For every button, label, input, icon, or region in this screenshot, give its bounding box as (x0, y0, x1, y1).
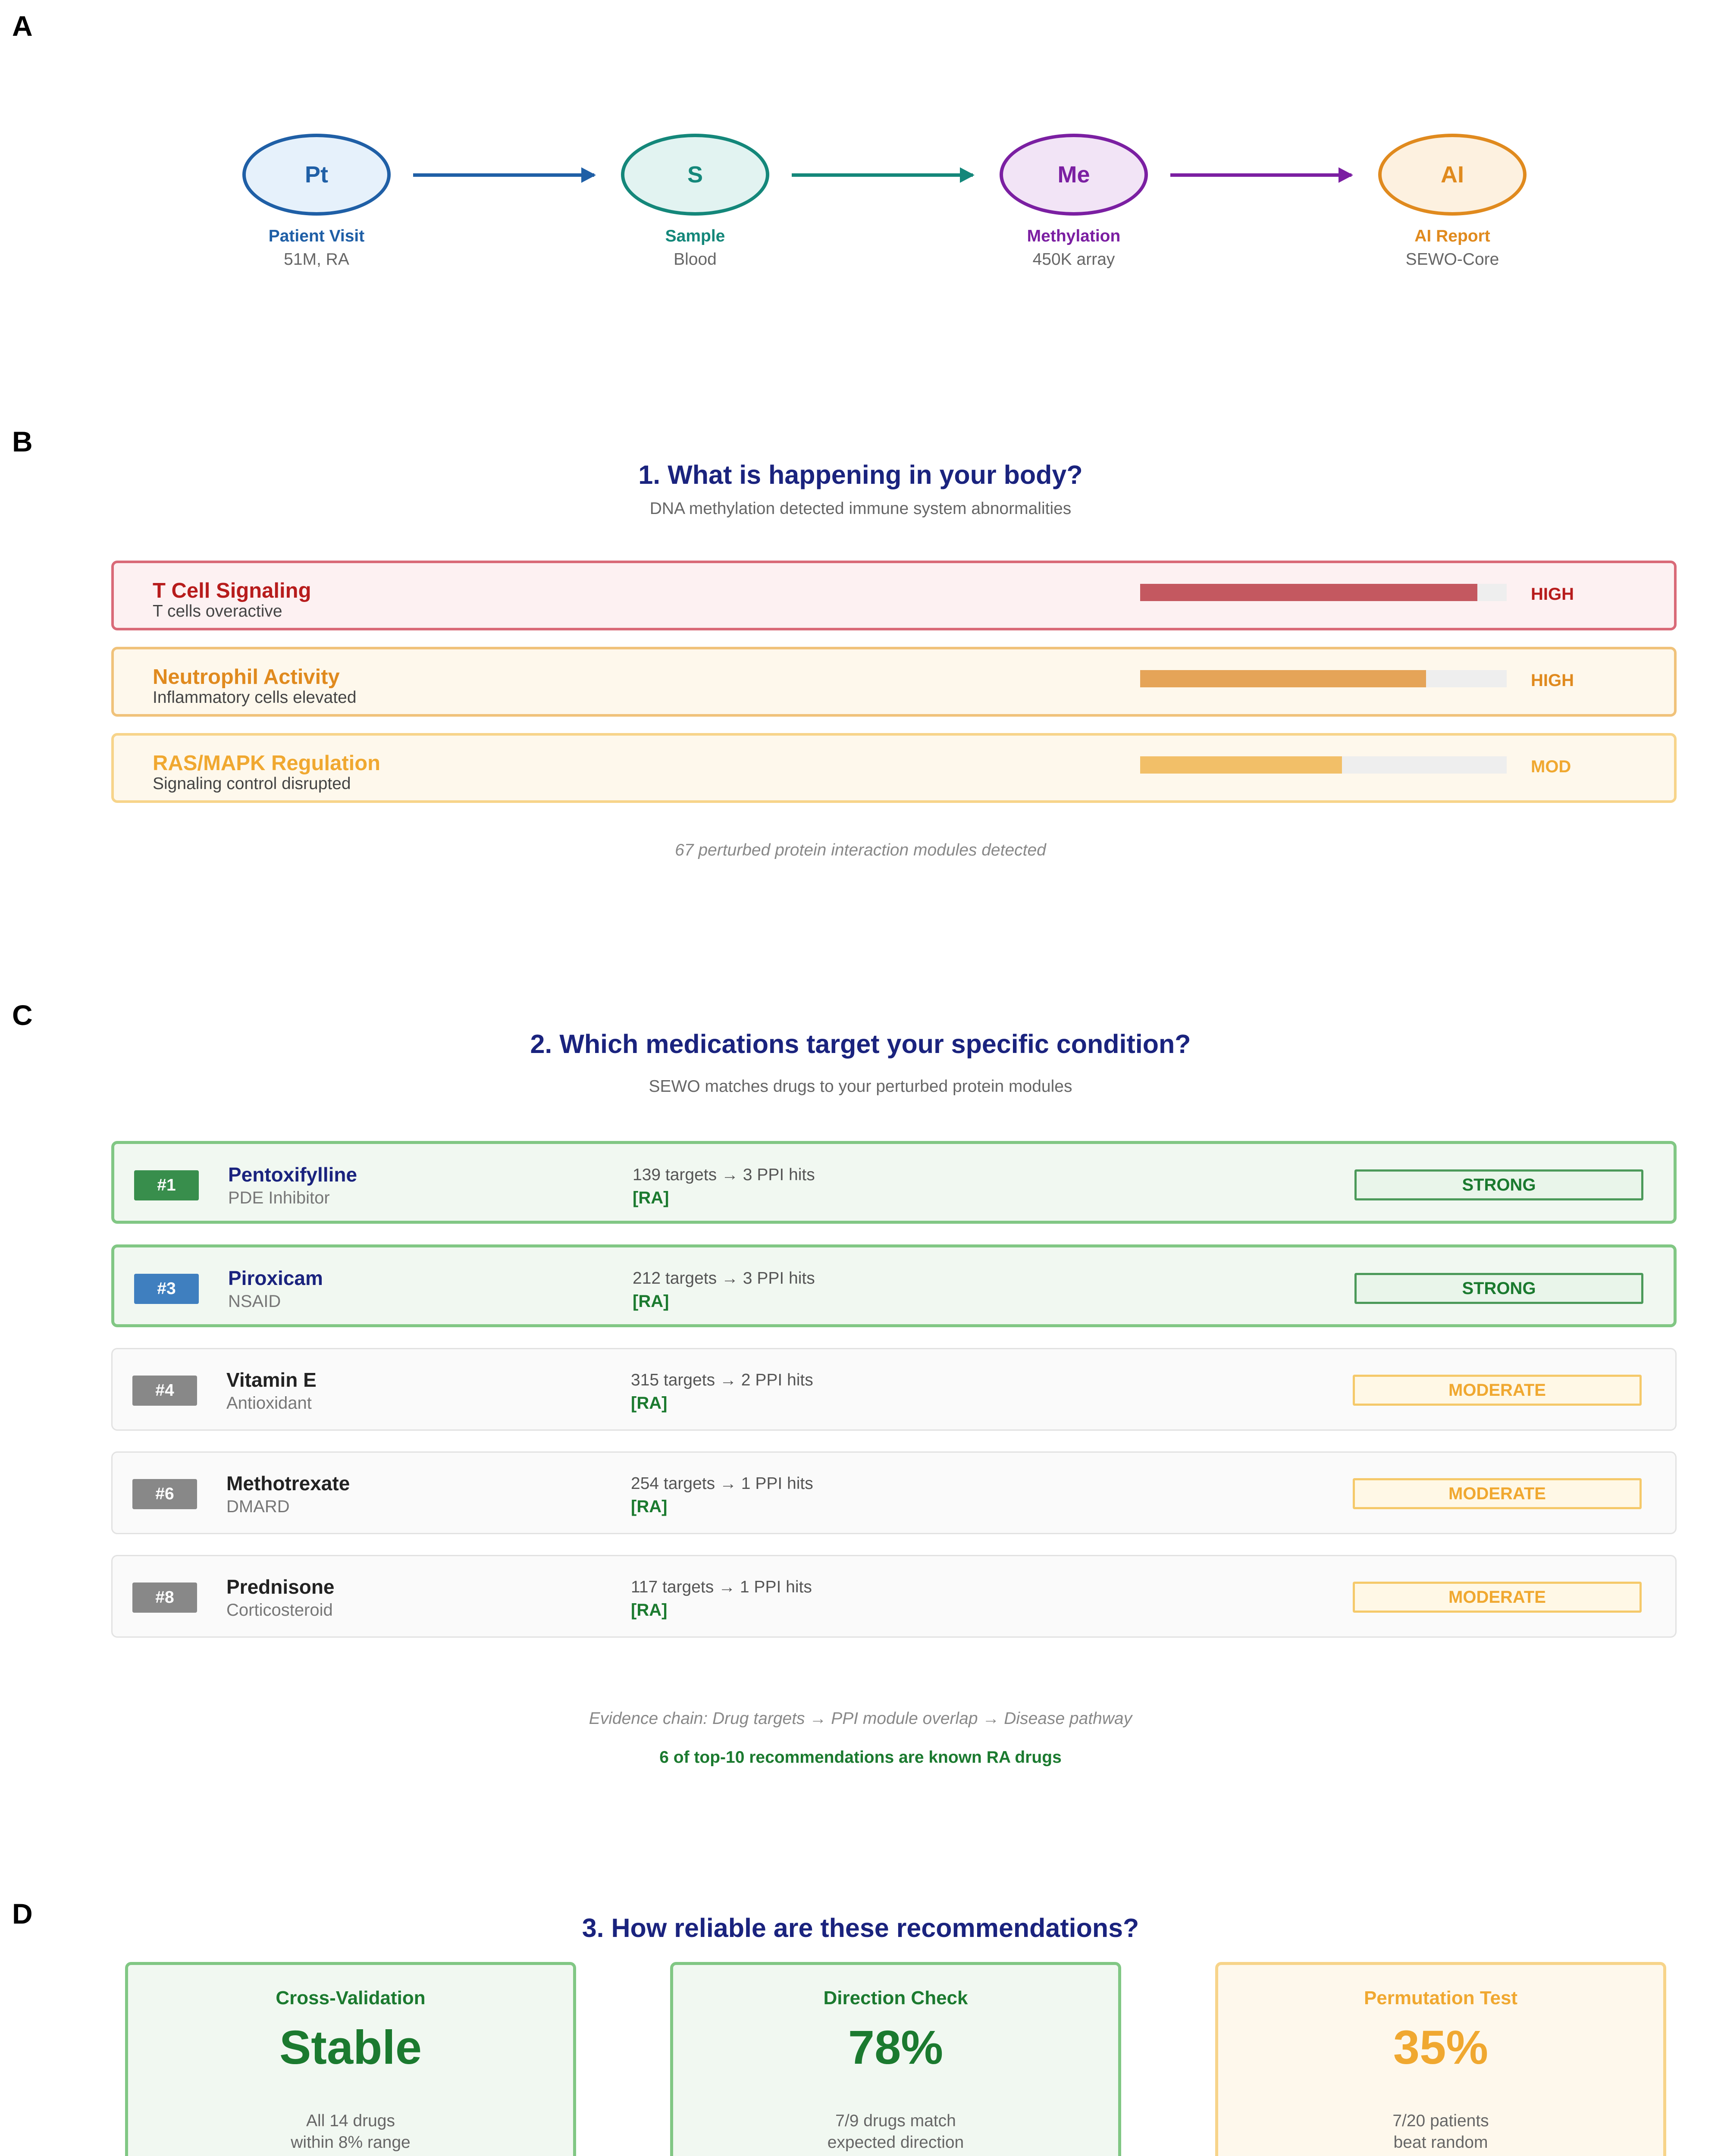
pathway-name: RAS/MAPK Regulation (153, 752, 381, 775)
sample-title: Sample (665, 227, 725, 245)
drug-rank-badge: #8 (132, 1583, 197, 1613)
metric-card-direction-check (670, 1962, 1121, 2156)
section-d-title: 3. How reliable are these recommendations? (582, 1913, 1139, 1943)
patient-visit-sub: 51M, RA (284, 250, 349, 269)
drug-ra-tag: [RA] (633, 1188, 669, 1207)
section-c-title: 2. Which medications target your specific condition? (530, 1029, 1191, 1059)
modules-note: 67 perturbed protein interaction modules detected (675, 841, 1046, 859)
drug-name: Pentoxifylline (228, 1163, 357, 1186)
metric-title: Permutation Test (1364, 1987, 1518, 2009)
drug-class: Antioxidant (226, 1394, 312, 1413)
drug-strength-badge: MODERATE (1353, 1478, 1642, 1509)
drug-rank-badge: #1 (134, 1170, 199, 1200)
pathway-level-bar (1140, 756, 1507, 774)
patient-visit-node: Pt (242, 134, 391, 216)
drug-class: DMARD (226, 1497, 290, 1516)
drug-ra-tag: [RA] (631, 1497, 668, 1516)
drug-strength-badge: MODERATE (1353, 1375, 1642, 1406)
drug-name: Prednisone (226, 1576, 335, 1598)
drug-card-methotrexate[interactable] (111, 1451, 1677, 1534)
ai-report-node: AI (1378, 134, 1527, 216)
methylation-title: Methylation (1027, 227, 1121, 245)
drug-rank-badge: #6 (132, 1479, 197, 1509)
methylation-node: Me (1000, 134, 1148, 216)
metric-note-line2: within 8% range (291, 2133, 411, 2152)
sample-node: S (621, 134, 769, 216)
flow-arrow-3 (1170, 173, 1351, 177)
metric-title: Direction Check (823, 1987, 968, 2009)
sample-sub: Blood (674, 250, 717, 269)
drug-targets: 315 targets → 2 PPI hits (631, 1371, 813, 1389)
panel-label-b: B (12, 426, 33, 458)
pathway-level-fill (1140, 756, 1342, 774)
pathway-level-label: HIGH (1531, 671, 1574, 690)
pathway-card-t-cell (111, 561, 1677, 630)
metric-note-line2: expected direction (827, 2133, 964, 2152)
drug-ra-tag: [RA] (631, 1601, 668, 1620)
patient-visit-title: Patient Visit (268, 227, 365, 245)
drug-strength-badge: STRONG (1354, 1273, 1643, 1304)
metric-card-cross-validation (125, 1962, 576, 2156)
drug-class: NSAID (228, 1292, 281, 1311)
drug-card-vitamin-e[interactable] (111, 1348, 1677, 1431)
section-c-subtitle: SEWO matches drugs to your perturbed protein modules (649, 1077, 1072, 1096)
pathway-name: T Cell Signaling (153, 579, 311, 602)
section-b-subtitle: DNA methylation detected immune system abnormalities (649, 499, 1072, 518)
drug-class: PDE Inhibitor (228, 1188, 330, 1207)
methylation-sub: 450K array (1032, 250, 1115, 269)
pathway-description: T cells overactive (153, 602, 282, 620)
drug-strength-badge: MODERATE (1353, 1582, 1642, 1613)
drug-rank-badge: #3 (134, 1274, 199, 1304)
drug-targets: 139 targets → 3 PPI hits (633, 1166, 815, 1184)
panel-label-c: C (12, 999, 33, 1031)
flow-arrow-1 (413, 173, 594, 177)
pathway-level-label: MOD (1531, 757, 1571, 776)
metric-note-line1: 7/20 patients (1392, 2112, 1489, 2130)
pathway-description: Signaling control disrupted (153, 774, 351, 793)
pathway-level-bar (1140, 670, 1507, 687)
pathway-level-fill (1140, 584, 1477, 601)
metric-value: Stable (279, 2021, 422, 2074)
metric-note-line2: beat random (1393, 2133, 1488, 2152)
drug-strength-badge: STRONG (1354, 1169, 1643, 1200)
pathway-level-label: HIGH (1531, 585, 1574, 604)
drug-card-pentoxifylline[interactable] (111, 1141, 1677, 1224)
ai-report-sub: SEWO-Core (1405, 250, 1499, 269)
drug-ra-tag: [RA] (631, 1394, 668, 1413)
drug-name: Vitamin E (226, 1369, 317, 1391)
pathway-description: Inflammatory cells elevated (153, 688, 357, 707)
metric-note-line1: 7/9 drugs match (835, 2112, 956, 2130)
pathway-name: Neutrophil Activity (153, 665, 340, 689)
metric-title: Cross-Validation (276, 1987, 426, 2009)
metric-value: 35% (1393, 2021, 1489, 2074)
drug-ra-tag: [RA] (633, 1292, 669, 1311)
metric-value: 78% (848, 2021, 944, 2074)
metric-card-permutation-test (1215, 1962, 1666, 2156)
panel-label-d: D (12, 1898, 33, 1930)
ai-report-title: AI Report (1414, 227, 1490, 245)
drug-rank-badge: #4 (132, 1376, 197, 1406)
evidence-chain-note: Evidence chain: Drug targets → PPI module overlap → Disease pathway (589, 1709, 1132, 1728)
drug-card-piroxicam[interactable] (111, 1244, 1677, 1327)
section-b-title: 1. What is happening in your body? (638, 460, 1083, 489)
metric-note-line1: All 14 drugs (306, 2112, 395, 2130)
drug-name: Methotrexate (226, 1472, 350, 1495)
flow-arrow-2 (792, 173, 973, 177)
drug-name: Piroxicam (228, 1267, 323, 1289)
drug-targets: 212 targets → 3 PPI hits (633, 1269, 815, 1288)
pathway-level-bar (1140, 584, 1507, 601)
pathway-card-neutrophil (111, 647, 1677, 717)
pathway-level-fill (1140, 670, 1426, 687)
pathway-card-ras-mapk (111, 733, 1677, 803)
drug-card-prednisone[interactable] (111, 1555, 1677, 1638)
panel-label-a: A (12, 10, 33, 42)
drug-class: Corticosteroid (226, 1601, 333, 1620)
ra-drugs-summary: 6 of top-10 recommendations are known RA drugs (659, 1748, 1062, 1767)
drug-targets: 117 targets → 1 PPI hits (631, 1578, 812, 1596)
drug-targets: 254 targets → 1 PPI hits (631, 1474, 813, 1493)
